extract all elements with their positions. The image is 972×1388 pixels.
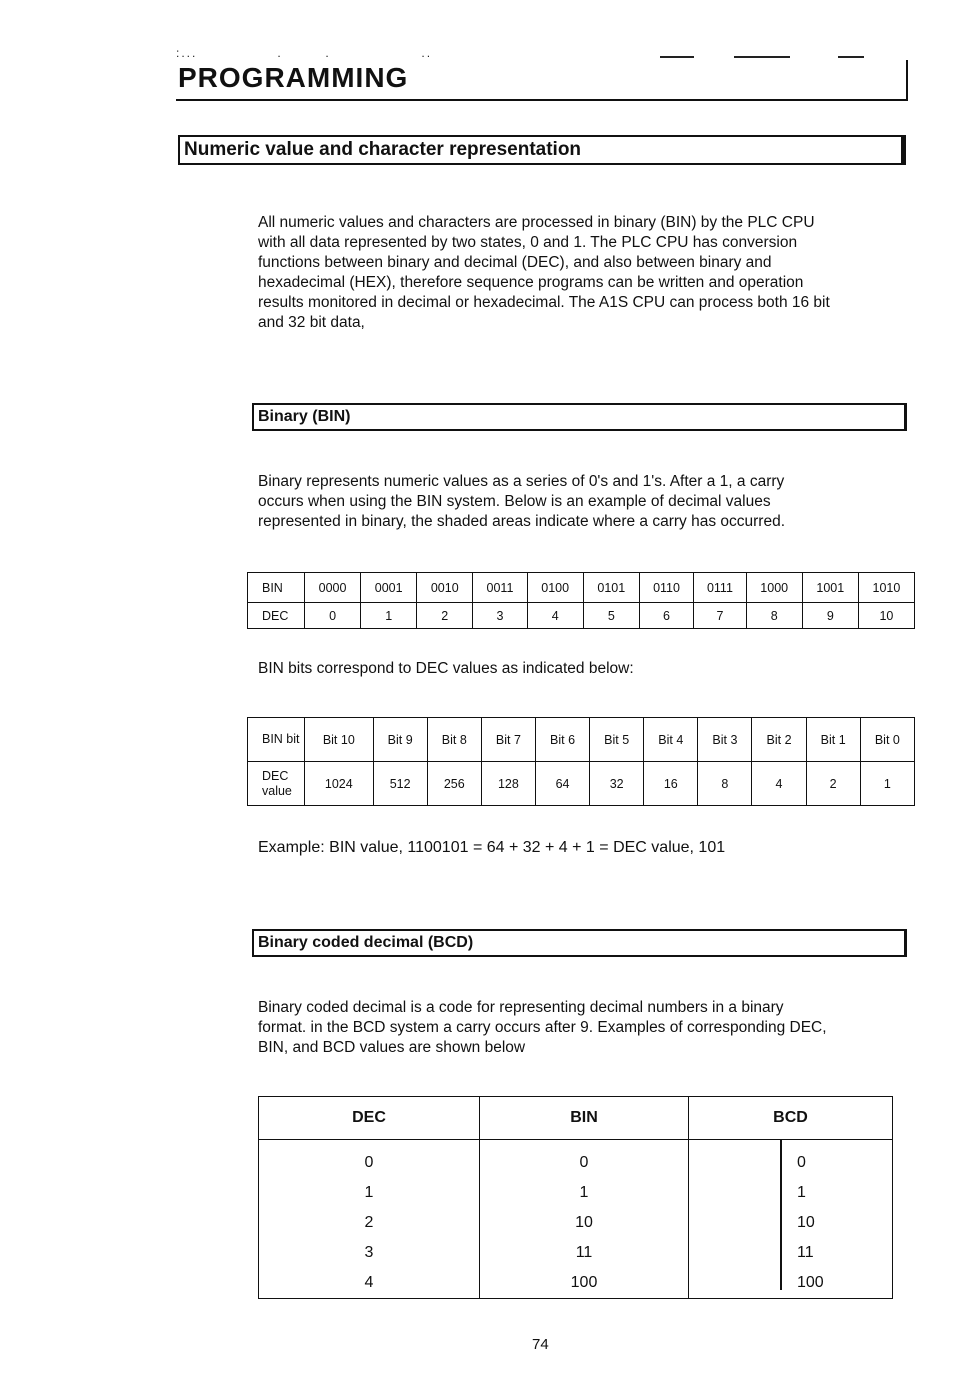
bcd-title: Binary coded decimal (BCD)	[258, 934, 474, 951]
header-dash	[734, 56, 790, 58]
value-cell: 1024	[305, 762, 374, 806]
bin-cell: 0000	[305, 573, 361, 603]
bcd-header-row	[259, 1097, 893, 1140]
bit-cell: Bit 9	[373, 718, 427, 762]
header-dash	[838, 56, 864, 58]
bit-cell: Bit 1	[806, 718, 860, 762]
bcd-line: Binary coded decimal is a code for representing decimal numbers in a binary	[258, 999, 784, 1016]
dec-bin-bcd-table	[258, 1096, 893, 1299]
bcd-line: BIN, and BCD values are shown below	[258, 1039, 526, 1056]
bit-cell: Bit 7	[481, 718, 535, 762]
bcd-value: 1	[797, 1184, 806, 1201]
bit-cell: Bit 6	[535, 718, 589, 762]
bin-row	[248, 573, 915, 603]
dec-cell: 1	[361, 603, 417, 629]
binary-line: represented in binary, the shaded areas indicate where a carry has occurred.	[258, 513, 786, 530]
dec-cell: 3	[473, 603, 527, 629]
bit-row	[248, 718, 915, 762]
bin-cell: 1001	[802, 573, 858, 603]
value-row	[248, 762, 915, 806]
binary-line: Binary represents numeric values as a series of 0's and 1's. After a 1, a carry	[258, 473, 785, 490]
bit-cell: Bit 0	[860, 718, 914, 762]
value-cell: 4	[752, 762, 806, 806]
bin-cell: 1010	[858, 573, 914, 603]
binary-example: Example: BIN value, 1100101 = 64 + 32 + 4 + 1 = DEC value, 101	[258, 839, 726, 856]
dec-cell: 8	[746, 603, 802, 629]
bin-cell: 0110	[639, 573, 693, 603]
dec-row	[248, 603, 915, 629]
value-cell: 1	[860, 762, 914, 806]
dec-cell: 7	[694, 603, 746, 629]
bcd-body-row	[259, 1140, 893, 1299]
bin-cell: 0011	[473, 573, 527, 603]
bin-column	[480, 1140, 689, 1299]
dec-value: 2	[364, 1214, 374, 1231]
header-scan-marks: :... . . ..	[176, 46, 433, 60]
bin-value: 11	[575, 1244, 593, 1261]
bcd-value: 10	[797, 1214, 815, 1231]
bin-cell: 0111	[694, 573, 746, 603]
header-bcd: BCD	[689, 1097, 893, 1140]
bin-cell: 0001	[361, 573, 417, 603]
dec-value: 0	[364, 1154, 374, 1171]
dec-column	[259, 1140, 480, 1299]
intro-line: and 32 bit data,	[258, 314, 365, 331]
row-label: BIN bit	[248, 718, 305, 762]
chapter-right-rule	[906, 60, 908, 101]
bcd-value: 0	[797, 1154, 806, 1171]
row-label: DEC	[248, 603, 305, 629]
bin-cell: 0010	[417, 573, 473, 603]
dec-cell: 4	[527, 603, 583, 629]
intro-line: results monitored in decimal or hexadecimal. The A1S CPU can process both 16 bit	[258, 294, 830, 311]
intro-line: with all data represented by two states, 0 and 1. The PLC CPU has conversion	[258, 234, 798, 251]
dec-cell: 9	[802, 603, 858, 629]
bit-cell: Bit 10	[305, 718, 374, 762]
binary-line: occurs when using the BIN system. Below is an example of decimal values	[258, 493, 771, 510]
value-cell: 8	[698, 762, 752, 806]
binary-title: Binary (BIN)	[258, 408, 351, 425]
intro-line: hexadecimal (HEX), therefore sequence programs can be written and operation	[258, 274, 804, 291]
bit-cell: Bit 2	[752, 718, 806, 762]
bit-cell: Bit 4	[644, 718, 698, 762]
bit-cell: Bit 8	[427, 718, 481, 762]
bin-value: 10	[575, 1214, 593, 1231]
bin-cell: 0101	[583, 573, 639, 603]
bcd-value: 11	[797, 1244, 814, 1261]
bit-weight-table	[247, 717, 915, 806]
row-label: BIN	[248, 573, 305, 603]
dec-cell: 0	[305, 603, 361, 629]
bin-value: 100	[570, 1274, 598, 1291]
value-cell: 16	[644, 762, 698, 806]
section-title: Numeric value and character representation	[184, 139, 582, 160]
dec-cell: 10	[858, 603, 914, 629]
bin-cell: 0100	[527, 573, 583, 603]
intro-paragraph	[258, 213, 902, 333]
value-cell: 512	[373, 762, 427, 806]
dec-cell: 2	[417, 603, 473, 629]
header-dash	[660, 56, 694, 58]
bcd-column	[689, 1140, 893, 1299]
header-bin: BIN	[480, 1097, 689, 1140]
intro-line: All numeric values and characters are processed in binary (BIN) by the PLC CPU	[258, 214, 815, 231]
dec-value: 3	[364, 1244, 374, 1261]
bit-cell: Bit 3	[698, 718, 752, 762]
value-cell: 256	[427, 762, 481, 806]
chapter-title: PROGRAMMING	[178, 62, 409, 93]
chapter-underline	[176, 99, 908, 101]
value-cell: 64	[535, 762, 589, 806]
bcd-value: 100	[797, 1274, 824, 1291]
bit-cell: Bit 5	[590, 718, 644, 762]
bcd-line: format. in the BCD system a carry occurs after 9. Examples of corresponding DEC,	[258, 1019, 827, 1036]
dec-cell: 5	[583, 603, 639, 629]
dec-value: 1	[364, 1184, 374, 1201]
bin-dec-table	[247, 572, 915, 629]
intro-line: functions between binary and decimal (DEC), and also between binary and	[258, 254, 772, 271]
row-label: DEC value	[248, 762, 305, 806]
value-cell: 32	[590, 762, 644, 806]
bin-value: 0	[579, 1154, 589, 1171]
bcd-inner-divider	[780, 1140, 782, 1290]
value-cell: 2	[806, 762, 860, 806]
dec-value: 4	[364, 1274, 374, 1291]
bcd-paragraph	[258, 998, 902, 1058]
page-number: 74	[532, 1336, 549, 1353]
bin-value: 1	[579, 1184, 589, 1201]
header-dec: DEC	[259, 1097, 480, 1140]
binary-paragraph	[258, 472, 902, 532]
bit-caption: BIN bits correspond to DEC values as indicated below:	[258, 660, 634, 677]
bin-cell: 1000	[746, 573, 802, 603]
dec-cell: 6	[639, 603, 693, 629]
value-cell: 128	[481, 762, 535, 806]
